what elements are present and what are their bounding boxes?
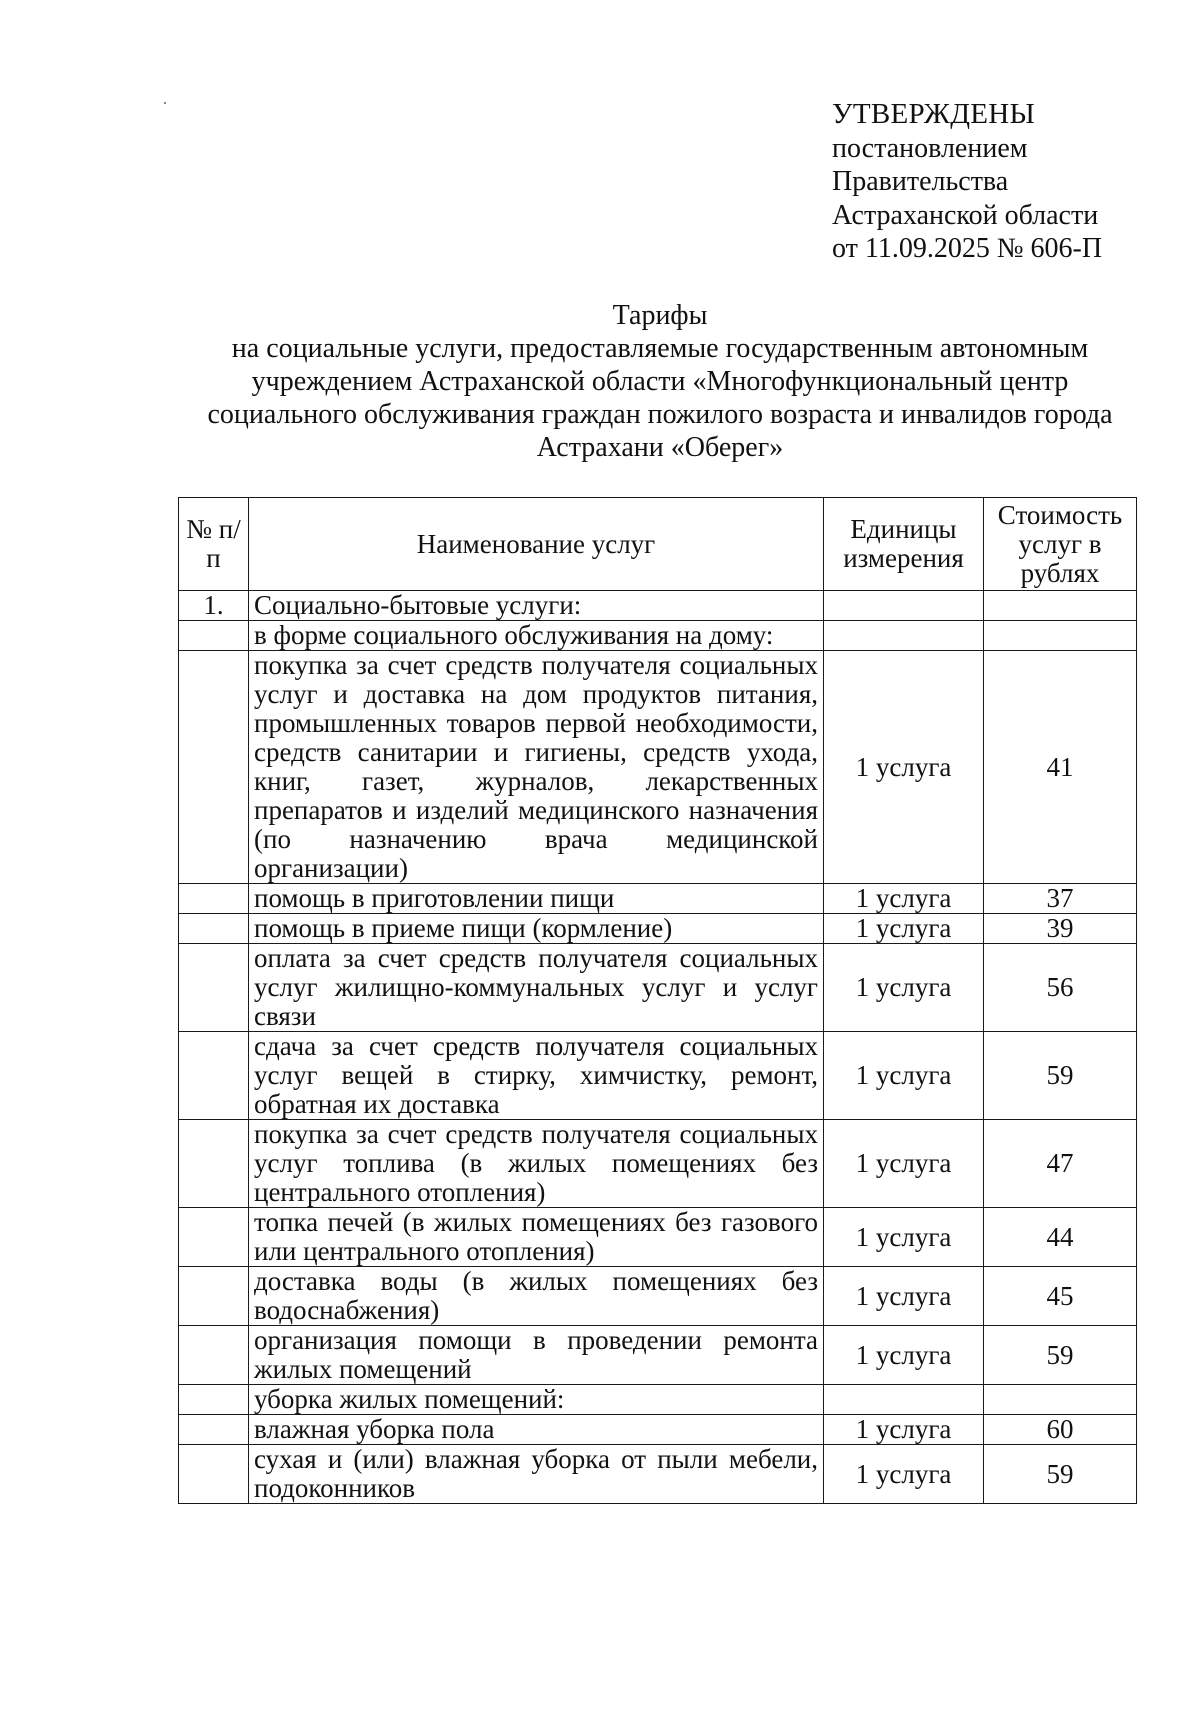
- table-row: [179, 914, 1137, 944]
- row-num: [179, 1120, 249, 1208]
- tariffs-table: [178, 497, 1137, 1504]
- table-row: [179, 621, 1137, 651]
- document-title: [160, 299, 1160, 464]
- row-name: оплата за счет средств получателя социальных услуг жилищно-коммунальных услуг и услуг связи: [249, 944, 824, 1032]
- row-name: покупка за счет средств получателя социальных услуг топлива (в жилых помещениях без центрального отопления): [249, 1120, 824, 1208]
- row-price: [984, 591, 1137, 621]
- title-line: учреждением Астраханской области «Многофункциональный центр: [251, 366, 1069, 397]
- row-unit: 1 услуга: [824, 1208, 984, 1267]
- row-unit: [824, 621, 984, 651]
- row-unit: 1 услуга: [824, 1120, 984, 1208]
- approval-date-number: от 11.09.2025 № 606-П: [832, 233, 1103, 264]
- row-unit: 1 услуга: [824, 914, 984, 944]
- row-name: сухая и (или) влажная уборка от пыли мебели, подоконников: [249, 1445, 824, 1504]
- row-unit: 1 услуга: [824, 1032, 984, 1120]
- row-price: 47: [984, 1120, 1137, 1208]
- row-name: Социально-бытовые услуги:: [249, 591, 824, 621]
- row-num: [179, 1208, 249, 1267]
- row-name: доставка воды (в жилых помещениях без водоснабжения): [249, 1267, 824, 1326]
- table-row: [179, 1208, 1137, 1267]
- row-price: 59: [984, 1445, 1137, 1504]
- row-num: [179, 1267, 249, 1326]
- row-price: 59: [984, 1032, 1137, 1120]
- row-name: в форме социального обслуживания на дому:: [249, 621, 824, 651]
- table-row: [179, 1415, 1137, 1445]
- table-row: [179, 1385, 1137, 1415]
- row-name: топка печей (в жилых помещениях без газового или центрального отопления): [249, 1208, 824, 1267]
- header-name: Наименование услуг: [249, 498, 824, 591]
- row-num: 1.: [179, 591, 249, 621]
- row-num: [179, 651, 249, 884]
- approval-line: Астраханской области: [832, 199, 1099, 231]
- row-name: сдача за счет средств получателя социальных услуг вещей в стирку, химчистку, ремонт, обратная их доставка: [249, 1032, 824, 1120]
- row-num: [179, 1032, 249, 1120]
- table-row: [179, 1326, 1137, 1385]
- title-line: социального обслуживания граждан пожилого возраста и инвалидов города: [207, 399, 1113, 430]
- header-num: № п/п: [179, 498, 249, 591]
- row-unit: 1 услуга: [824, 1267, 984, 1326]
- row-price: 59: [984, 1326, 1137, 1385]
- row-num: [179, 884, 249, 914]
- approval-block: [832, 98, 1102, 266]
- row-price: 39: [984, 914, 1137, 944]
- row-num: [179, 914, 249, 944]
- table-row: [179, 1445, 1137, 1504]
- row-price: 45: [984, 1267, 1137, 1326]
- row-name: покупка за счет средств получателя социальных услуг и доставка на дом продуктов питания, промышленных товаров первой необходимости, средств санитарии и гигиены, средств ухода, книг, газет, журналов, лекарственных препаратов и изделий медицинского назначения (по назначению врача медицинской организации): [249, 651, 824, 884]
- row-num: [179, 1385, 249, 1415]
- header-unit: Единицы измерения: [824, 498, 984, 591]
- table-row: [179, 651, 1137, 884]
- table-row: [179, 591, 1137, 621]
- row-num: [179, 944, 249, 1032]
- row-unit: 1 услуга: [824, 1445, 984, 1504]
- row-num: [179, 1445, 249, 1504]
- row-price: 56: [984, 944, 1137, 1032]
- scan-speck: [164, 102, 166, 104]
- row-unit: [824, 1385, 984, 1415]
- title-heading: Тарифы: [612, 300, 708, 331]
- row-price: 37: [984, 884, 1137, 914]
- row-name: помощь в приготовлении пищи: [249, 884, 824, 914]
- row-price: [984, 1385, 1137, 1415]
- row-name: влажная уборка пола: [249, 1415, 824, 1445]
- row-name: помощь в приеме пищи (кормление): [249, 914, 824, 944]
- row-unit: 1 услуга: [824, 944, 984, 1032]
- approval-line: постановлением: [832, 132, 1028, 164]
- row-price: 41: [984, 651, 1137, 884]
- table-row: [179, 1267, 1137, 1326]
- row-unit: 1 услуга: [824, 884, 984, 914]
- row-price: 44: [984, 1208, 1137, 1267]
- table-row: [179, 1032, 1137, 1120]
- header-price: Стоимость услуг в рублях: [984, 498, 1137, 591]
- row-num: [179, 1415, 249, 1445]
- approval-heading: УТВЕРЖДЕНЫ: [832, 98, 1036, 130]
- row-price: [984, 621, 1137, 651]
- row-unit: 1 услуга: [824, 1326, 984, 1385]
- title-line: на социальные услуги, предоставляемые государственным автономным: [231, 333, 1089, 364]
- table-row: [179, 944, 1137, 1032]
- row-name: организация помощи в проведении ремонта жилых помещений: [249, 1326, 824, 1385]
- row-num: [179, 1326, 249, 1385]
- table-header-row: [179, 498, 1137, 591]
- title-line: Астрахани «Оберег»: [536, 432, 784, 463]
- row-price: 60: [984, 1415, 1137, 1445]
- table-row: [179, 884, 1137, 914]
- row-unit: 1 услуга: [824, 1415, 984, 1445]
- table-row: [179, 1120, 1137, 1208]
- row-unit: 1 услуга: [824, 651, 984, 884]
- row-num: [179, 621, 249, 651]
- row-unit: [824, 591, 984, 621]
- approval-line: Правительства: [832, 166, 1009, 197]
- row-name: уборка жилых помещений:: [249, 1385, 824, 1415]
